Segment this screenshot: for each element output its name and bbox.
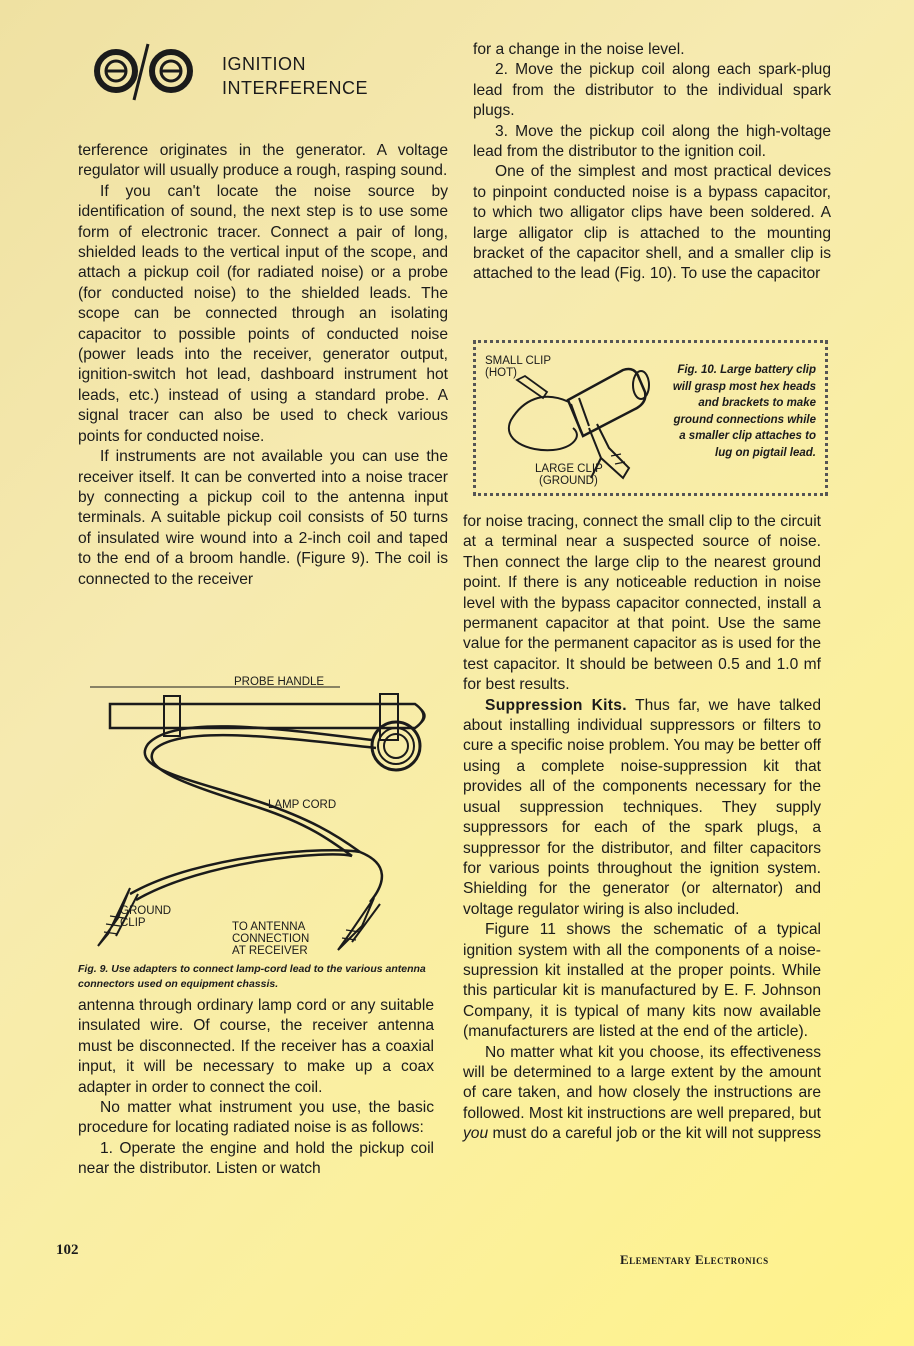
label-large-clip-1: LARGE CLIP bbox=[535, 463, 603, 475]
paragraph: Figure 11 shows the schematic of a typical ignition system with all the components of a noise-supression kit installed at the proper points. While this particular kit is manufactured by E. F. Johnson Company, it is typical of many kits now available (manufacturers are listed at the end of the article). bbox=[463, 921, 821, 1041]
paragraph: for noise tracing, connect the small clip to the circuit at a terminal near a suspected source of noise. Then connect the large clip to the nearest ground point. If there is any noticeable reduction in noise level with the bypass capacitor connected, install a permanent capacitor at that point. Use the same value for the permanent capacitor as is used for the test capacitor. It should be between 0.5 and 1.0 mf for best results. bbox=[463, 513, 821, 694]
paragraph: terference originates in the generator. A voltage regulator will usually produce a rough, rasping sound. bbox=[78, 142, 448, 180]
run-in-heading: Suppression Kits. bbox=[485, 696, 627, 714]
page-number: 102 bbox=[56, 1242, 79, 1258]
paragraph: 2. Move the pickup coil along each spark-plug lead from the distributor to the individual spark plugs. bbox=[473, 61, 831, 120]
left-column-bottom bbox=[78, 996, 434, 1180]
title-line-1: IGNITION bbox=[222, 54, 306, 74]
paragraph bbox=[463, 1043, 821, 1145]
section-title bbox=[222, 52, 368, 100]
left-column-top bbox=[78, 141, 448, 590]
ee-logo bbox=[92, 40, 214, 102]
right-column-top bbox=[473, 40, 831, 285]
suppression-paragraph bbox=[463, 696, 821, 920]
paragraph: If instruments are not available you can use the receiver itself. It can be converted into a noise tracer by connecting a pickup coil to the antenna input terminals. A suitable pickup coil consists of 50 turns of insulated wire wound into a 2-inch coil and taped to the end of a broom handle. (Figure 9). The coil is connected to the receiver bbox=[78, 448, 448, 588]
magazine-name: Elementary Electronics bbox=[620, 1252, 769, 1267]
figure-9-illustration bbox=[80, 674, 450, 964]
figure-9-caption: Fig. 9. Use adapters to connect lamp-cord lead to the various antenna connectors used on equipment chassis. bbox=[78, 963, 426, 990]
figure-10-illustration bbox=[473, 340, 673, 496]
label-antenna-1: TO ANTENNA bbox=[232, 921, 306, 933]
label-large-clip-2: (GROUND) bbox=[539, 475, 598, 487]
figure-10-caption: Fig. 10. Large battery clip will grasp most hex heads and brackets to make ground connections while a smaller clip attaches to lug on pigtail lead. bbox=[672, 364, 816, 459]
right-column-bottom bbox=[463, 512, 821, 1145]
last-para-end: must do a careful job or the kit will not suppress bbox=[492, 1125, 821, 1143]
title-line-2: INTERFERENCE bbox=[222, 78, 369, 98]
label-antenna-2: CONNECTION bbox=[232, 933, 310, 945]
last-para-start: No matter what kit you choose, its effectiveness will be determined to a large extent by the amount of care taken, and how closely the instructions are followed. Most kit instructions are well prepared, but bbox=[463, 1043, 821, 1122]
figure-10 bbox=[473, 340, 828, 496]
label-ground-clip-2: CLIP bbox=[120, 917, 146, 929]
label-antenna-3: AT RECEIVER bbox=[232, 945, 308, 957]
paragraph: for a change in the noise level. bbox=[473, 41, 685, 58]
paragraph: 1. Operate the engine and hold the pickup coil near the distributor. Listen or watch bbox=[78, 1139, 434, 1178]
label-small-clip-1: SMALL CLIP bbox=[485, 355, 552, 367]
label-lamp-cord: LAMP CORD bbox=[268, 799, 337, 811]
label-small-clip-2: (HOT) bbox=[485, 367, 517, 379]
label-ground-clip-1: GROUND bbox=[120, 905, 172, 917]
last-para-emphasis: you bbox=[463, 1125, 489, 1143]
label-probe-handle: PROBE HANDLE bbox=[234, 676, 325, 688]
paragraph: 3. Move the pickup coil along the high-voltage lead from the distributor to the ignition coil. bbox=[473, 122, 831, 161]
paragraph: antenna through ordinary lamp cord or any suitable insulated wire. Of course, the receiver antenna must be disconnected. If the receiver has a coaxial input, it will be necessary to make up a coax adapter in order to connect the coil. bbox=[78, 997, 434, 1096]
paragraph: If you can't locate the noise source by identification of sound, the next step is to use some form of electronic tracer. Connect a pair of long, shielded leads to the vertical input of the scope, and attach a pickup coil (for radiated noise) or a probe (for conducted noise) to the shielded leads. The scope can be connected through an isolating capacitor to possible points of conducted noise (power leads into the receiver, generator output, ignition-switch hot lead, dashboard instrument hot leads, etc.) instead of using a standard probe. A signal tracer can also be used to check various points for conducted noise. bbox=[78, 182, 448, 445]
paragraph: No matter what instrument you use, the basic procedure for locating radiated noise is as follows: bbox=[78, 1099, 434, 1137]
paragraph: One of the simplest and most practical devices to pinpoint conducted noise is a bypass capacitor, to which two alligator clips have been soldered. A large alligator clip is attached to the mounting bracket of the capacitor shell, and a smaller clip is attached to the lead (Fig. 10). To use the capacitor bbox=[473, 163, 831, 283]
suppression-text: Thus far, we have talked about installing individual suppressors or filters to cure a specific noise problem. You may be better off using a complete noise-suppression kit that provides all of the components necessary for the usual suppression techniques. They supply suppressors for each of the spark plugs, a suppressor for the distributor, and filter capacitors for various points throughout the ignition system. Shielding for the generator (or alternator) and voltage regulator wiring is also included. bbox=[463, 696, 822, 918]
svg-text:e/e: e/e bbox=[96, 100, 98, 101]
